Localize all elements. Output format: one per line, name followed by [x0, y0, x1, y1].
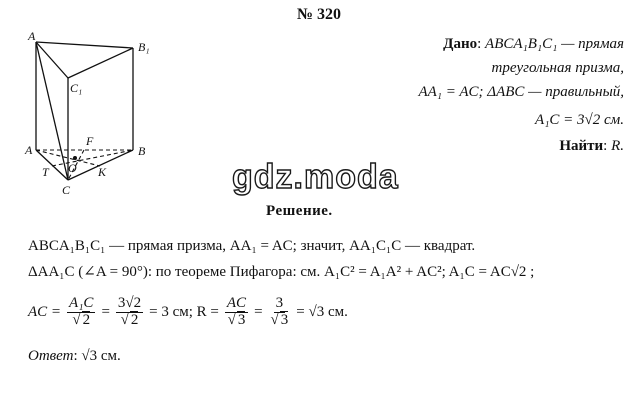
fraction-2	[116, 296, 143, 329]
given-line-1: Дано: ABCA₁B₁C₁ — прямая	[443, 36, 624, 52]
solution-heading: Решение.	[266, 203, 333, 219]
label-o: O	[68, 161, 77, 175]
eq-sign-3: =	[254, 303, 263, 320]
label-a: A	[25, 143, 33, 157]
label-k: K	[98, 165, 107, 179]
fraction-4-denominator: √ 3	[270, 311, 289, 328]
answer-label: Ответ	[28, 348, 74, 364]
fraction-3	[225, 296, 248, 329]
fraction-4-numerator: 3	[275, 295, 284, 311]
eq-lhs: AC =	[28, 303, 62, 320]
eq-text-4: = √3 см.	[296, 303, 348, 320]
solution-line-2: ΔAA₁C (∠A = 90°): по теореме Пифагора: см. A₁C² = A₁A² + AC²; A₁C = AC√2 ;	[28, 264, 535, 280]
find-line: Найти: R.	[559, 138, 624, 154]
answer-line	[28, 348, 121, 365]
fraction-3-numerator: AC	[226, 295, 247, 311]
label-c: C	[62, 183, 71, 197]
answer-value: : √3 см.	[73, 348, 121, 364]
fraction-2-denominator: √ 2	[120, 311, 139, 328]
solution-line-3	[28, 296, 348, 329]
center-point-o	[73, 156, 77, 160]
given-line-4: A₁C = 3√2 см.	[535, 112, 624, 128]
label-f: F	[86, 134, 94, 148]
fraction-1-numerator: A₁C	[69, 295, 94, 311]
given-line-2: треугольная призма,	[491, 60, 624, 76]
diagonal-a1-c	[36, 42, 68, 180]
find-value: R.	[611, 138, 624, 154]
solution-line-1: ABCA₁B₁C₁ — прямая призма, AA₁ = AC; значит, AA₁C₁C — квадрат.	[28, 238, 476, 254]
problem-number: № 320	[296, 6, 342, 23]
fraction-2-numerator: 3√2	[117, 295, 142, 311]
fraction-1-denominator: √ 2	[72, 311, 91, 328]
eq-text-2: = 3 см; R =	[149, 303, 219, 320]
fraction-1	[67, 296, 95, 329]
given-text-1: ABCA₁B₁C₁ — прямая	[485, 36, 624, 52]
eq-sign-1: =	[101, 303, 110, 320]
label-c1: C₁	[70, 81, 83, 95]
prism-diagram	[0, 28, 175, 198]
label-t: T	[42, 165, 49, 179]
fraction-3-denominator: √ 3	[227, 311, 246, 328]
label-b1: B₁	[138, 40, 150, 54]
given-line-3: AA₁ = AC; ΔABC — правильный,	[418, 84, 624, 100]
fraction-4	[269, 296, 291, 329]
edge-c1-b1	[68, 48, 133, 78]
watermark-text: gdz.moda	[232, 158, 399, 196]
given-label: Дано	[443, 36, 478, 52]
label-a1: A	[28, 29, 36, 43]
find-label: Найти	[559, 138, 604, 154]
label-b: B	[138, 144, 146, 158]
edge-a1-b1	[36, 42, 133, 48]
